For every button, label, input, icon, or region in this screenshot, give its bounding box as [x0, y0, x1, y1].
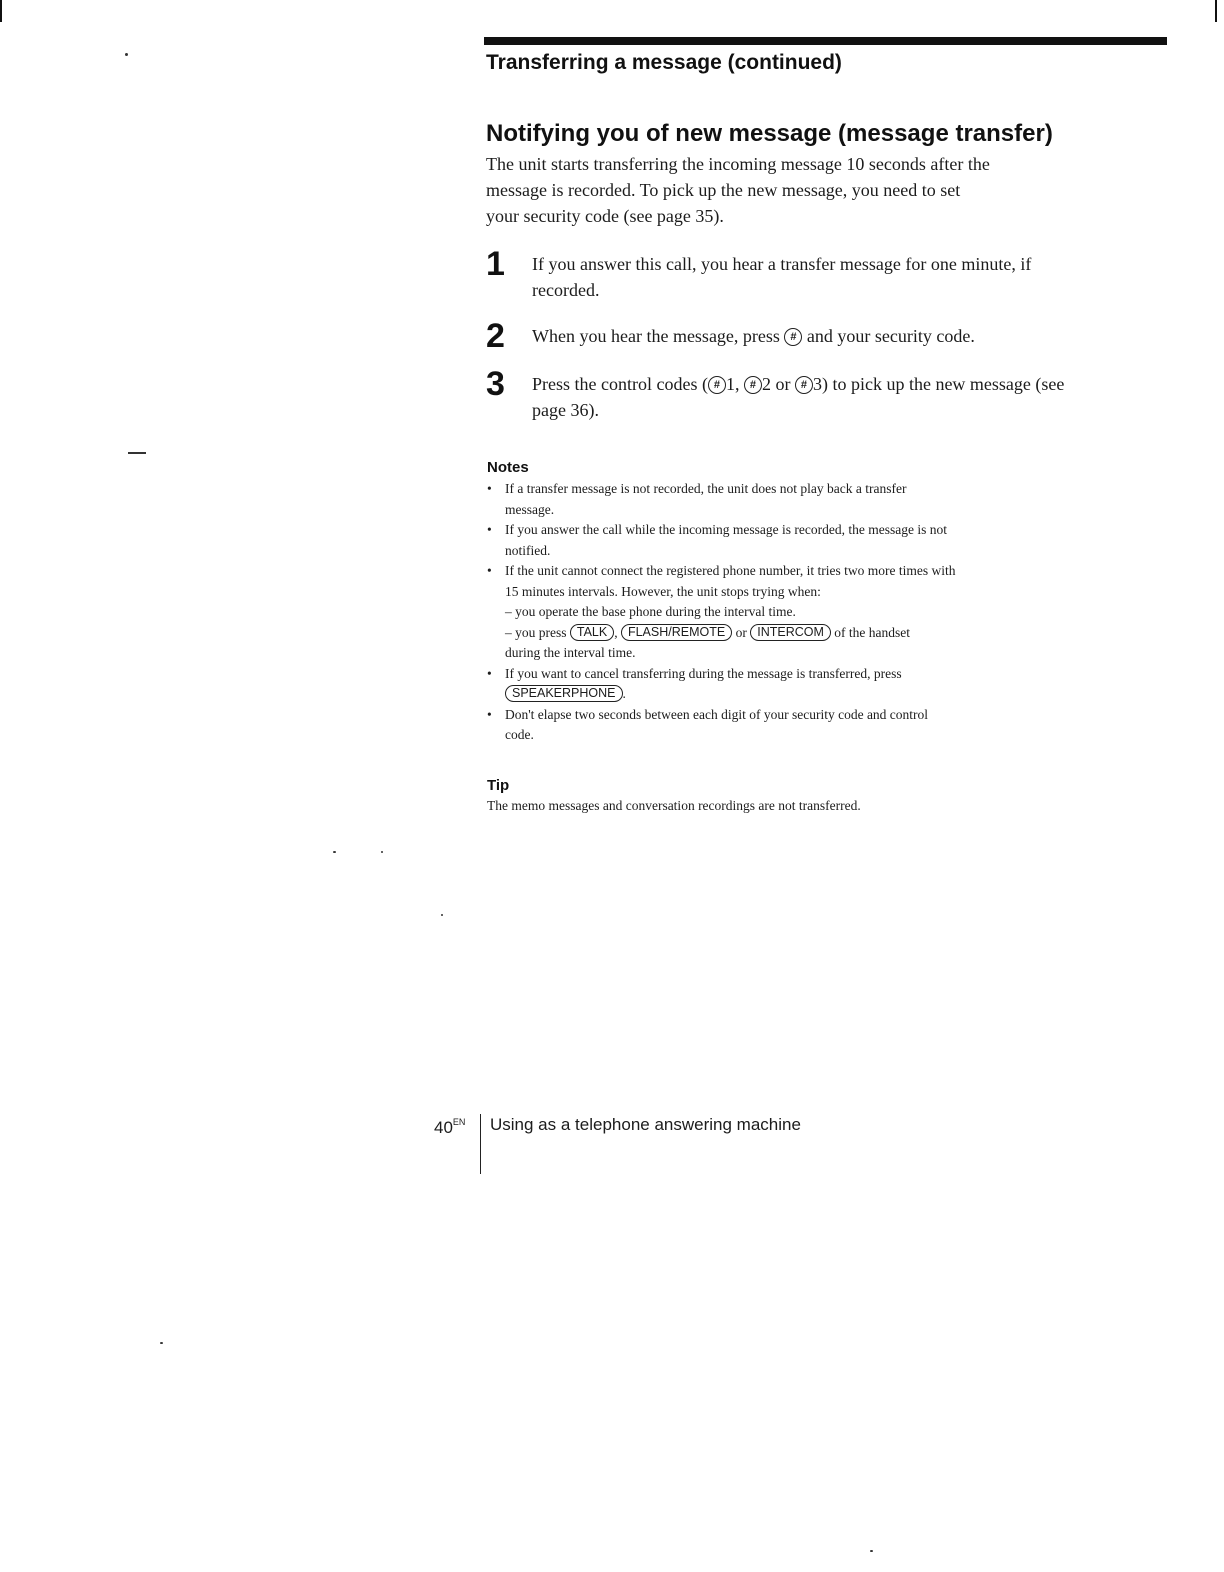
- bullet-icon: •: [487, 563, 492, 578]
- page-number: $40^{EN}$: [434, 1117, 466, 1137]
- intro-paragraph: [486, 151, 1086, 229]
- note-item: • If the unit cannot connect the registered phone number, it tries two more times with 15 minutes intervals. However, the unit stops trying when: – you operate the base phone during the interval time. – you press TALK , FLASH/REMOTE or INTERCOM of the handset during the interval time.: [487, 563, 956, 660]
- section-title: Transferring a message (continued): [486, 51, 842, 74]
- step-3: [486, 365, 1166, 423]
- step-number: 3: [486, 365, 505, 403]
- scan-speck: [870, 1550, 873, 1552]
- header-rule: [484, 37, 1167, 45]
- step-1: [486, 245, 1166, 303]
- notes-heading: Notes: [487, 459, 529, 476]
- talk-key: TALK: [570, 624, 614, 641]
- footer-section-title: Using as a telephone answering machine: [490, 1115, 801, 1134]
- note-item: • Don't elapse two seconds between each digit of your security code and control code.: [487, 706, 929, 742]
- tip-text: The memo messages and conversation recordings are not transferred.: [487, 798, 861, 813]
- step-text: If you answer this call, you hear a transfer message for one minute, if recorded.: [532, 254, 1032, 300]
- step-number: 1: [486, 245, 505, 283]
- note-item: • If a transfer message is not recorded, the unit does not play back a transfer message.: [487, 481, 907, 517]
- flash-remote-key: FLASH/REMOTE: [621, 624, 732, 641]
- hash-key-icon: #: [795, 376, 813, 394]
- page-heading: Notifying you of new message (message transfer): [486, 120, 1053, 147]
- note-item: • If you want to cancel transferring during the message is transferred, press SPEAKERPHONE .: [487, 665, 902, 701]
- intercom-key: INTERCOM: [750, 624, 831, 641]
- right-edge-mark: [1215, 0, 1217, 22]
- step-text: Press the control codes ( # 1, # 2 or # 3) to pick up the new message (see page 36).: [532, 374, 1065, 420]
- scan-speck: [160, 1342, 163, 1344]
- language-suffix: EN: [452, 1117, 466, 1127]
- notes-list: [487, 479, 1067, 746]
- scan-speck: [125, 53, 128, 56]
- bullet-icon: •: [487, 665, 492, 681]
- bullet-icon: •: [487, 522, 492, 537]
- step-text: When you hear the message, press # and your security code.: [532, 326, 975, 346]
- hash-key-icon: #: [744, 376, 762, 394]
- step-2: [486, 317, 1166, 355]
- intro-line: message is recorded. To pick up the new message, you need to set: [486, 180, 961, 200]
- footer-divider: [480, 1114, 481, 1174]
- bullet-icon: •: [487, 706, 492, 722]
- speakerphone-key: SPEAKERPHONE: [505, 685, 623, 702]
- note-item: • If you answer the call while the incoming message is recorded, the message is not notified.: [487, 522, 947, 558]
- scan-dash: [128, 452, 146, 454]
- scan-speck: [441, 914, 443, 916]
- scan-speck: [381, 851, 383, 853]
- left-edge-mark: [0, 0, 2, 22]
- intro-line: The unit starts transferring the incoming message 10 seconds after the: [486, 154, 990, 174]
- bullet-icon: •: [487, 481, 492, 496]
- step-number: 2: [486, 317, 505, 355]
- hash-key-icon: #: [708, 376, 726, 394]
- tip-heading: Tip: [487, 777, 510, 794]
- intro-line: your security code (see page 35).: [486, 206, 724, 226]
- scan-speck: [333, 851, 336, 853]
- hash-key-icon: #: [784, 328, 802, 346]
